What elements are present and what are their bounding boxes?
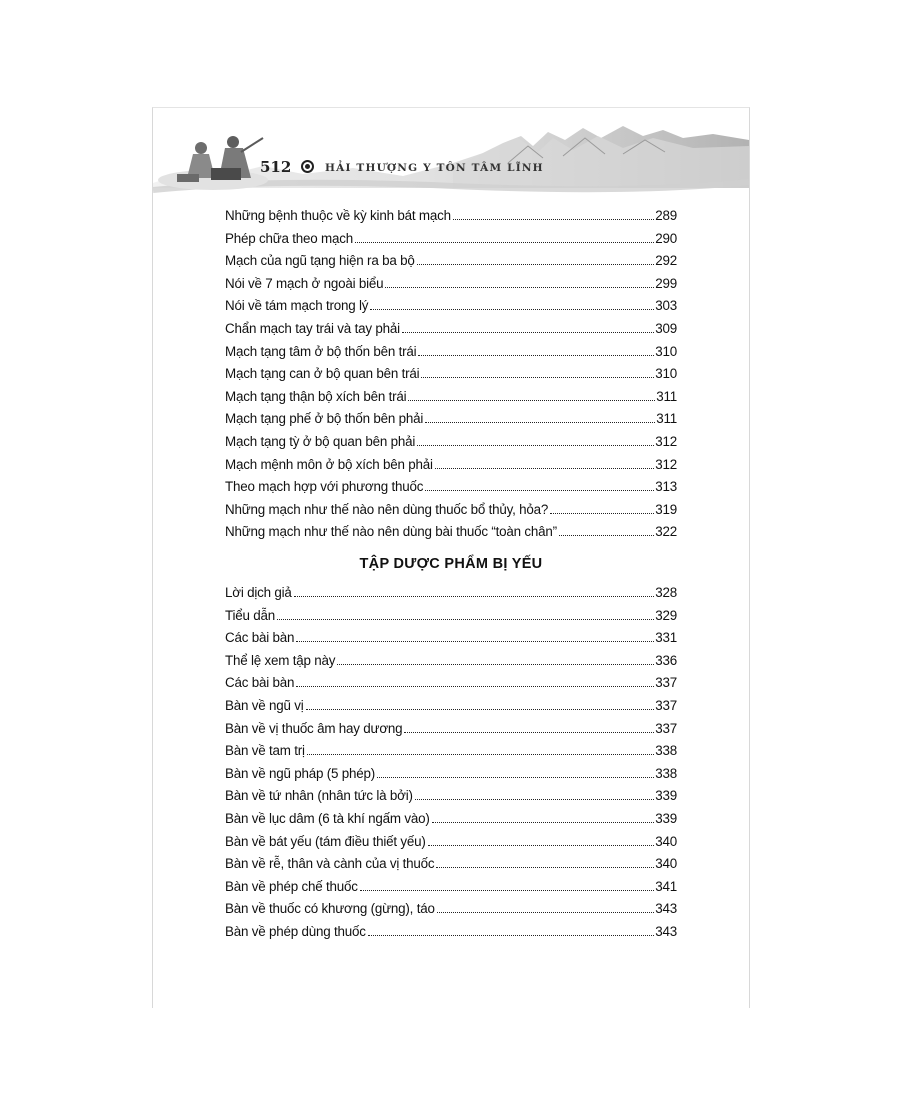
dot-leader	[377, 777, 654, 778]
dot-leader	[418, 355, 654, 356]
toc-entry-title: Bàn về ngũ pháp (5 phép)	[225, 765, 376, 781]
toc-list-second	[225, 585, 677, 947]
toc-entry	[225, 675, 677, 698]
dot-leader	[360, 890, 654, 891]
toc-entry-page: 313	[655, 479, 677, 495]
toc-entry-page: 322	[655, 524, 677, 540]
dot-leader	[436, 867, 654, 868]
dot-leader	[355, 242, 654, 243]
dot-leader	[417, 264, 655, 265]
toc-entry-page: 343	[655, 901, 677, 917]
toc-entry-page: 337	[655, 720, 677, 736]
toc-entry-title: Mạch của ngũ tạng hiện ra ba bộ	[225, 253, 415, 269]
toc-entry-page: 340	[655, 856, 677, 872]
toc-entry-page: 343	[655, 923, 677, 939]
dot-leader	[453, 219, 654, 220]
dot-leader	[306, 709, 655, 710]
toc-entry-title: Mạch tạng thận bộ xích bên trái	[225, 388, 407, 404]
toc-entry-page: 341	[655, 878, 677, 894]
toc-entry	[225, 856, 677, 879]
toc-entry-page: 310	[655, 366, 677, 382]
toc-entry	[225, 276, 677, 299]
toc-entry-page: 340	[655, 833, 677, 849]
toc-entry	[225, 253, 677, 276]
toc-entry	[225, 698, 677, 721]
dot-leader	[294, 596, 655, 597]
toc-entry	[225, 653, 677, 676]
dot-leader	[425, 422, 655, 423]
toc-entry-page: 337	[655, 697, 677, 713]
dot-leader	[417, 445, 654, 446]
header-running-title: HẢI THƯỢNG Y TÔN TÂM LĨNH	[325, 162, 544, 174]
toc-entry-title: Phép chữa theo mạch	[225, 230, 353, 246]
page-header	[153, 108, 749, 198]
toc-entry-title: Mạch tạng can ở bộ quan bên trái	[225, 366, 420, 382]
toc-entry	[225, 457, 677, 480]
toc-entry	[225, 834, 677, 857]
header-landscape-illustration	[153, 108, 749, 198]
toc-entry-title: Mạch mệnh môn ở bộ xích bên phải	[225, 456, 433, 472]
toc-entry-page: 290	[655, 230, 677, 246]
toc-entry-page: 309	[655, 320, 677, 336]
toc-entry-title: Bàn về phép dùng thuốc	[225, 923, 366, 939]
toc-entry-title: Bàn về vị thuốc âm hay dương	[225, 720, 403, 736]
toc-entry	[225, 366, 677, 389]
dot-leader	[368, 935, 654, 936]
toc-entry	[225, 721, 677, 744]
toc-entry-page: 292	[655, 253, 677, 269]
toc-entry-page: 339	[655, 810, 677, 826]
toc-entry-page: 329	[655, 607, 677, 623]
toc-entry	[225, 788, 677, 811]
toc-entry	[225, 630, 677, 653]
toc-entry-title: Bàn về phép chế thuốc	[225, 878, 358, 894]
toc-entry	[225, 811, 677, 834]
toc-entry-title: Các bài bàn	[225, 675, 295, 691]
toc-entry	[225, 231, 677, 254]
toc-entry-title: Bàn về bát yếu (tám điều thiết yếu)	[225, 833, 426, 849]
dot-leader	[385, 287, 654, 288]
book-page	[152, 107, 750, 1008]
toc-entry	[225, 321, 677, 344]
toc-entry-page: 299	[655, 275, 677, 291]
dot-leader	[277, 619, 654, 620]
toc-entry-page: 336	[655, 652, 677, 668]
dot-leader	[425, 490, 654, 491]
toc-entry-title: Mạch tạng phế ở bộ thốn bên phải	[225, 411, 424, 427]
toc-entry-title: Bàn về rễ, thân và cành của vị thuốc	[225, 856, 435, 872]
toc-entry-title: Chẩn mạch tay trái và tay phải	[225, 320, 400, 336]
toc-entry-page: 289	[655, 208, 677, 223]
toc-entry	[225, 502, 677, 525]
toc-entry-title: Bàn về thuốc có khương (gừng), táo	[225, 901, 435, 917]
toc-entry	[225, 208, 677, 231]
toc-entry	[225, 479, 677, 502]
toc-entry-title: Các bài bàn	[225, 630, 295, 646]
toc-entry-title: Bàn về tứ nhân (nhân tức là bởi)	[225, 788, 413, 804]
dot-leader	[404, 732, 654, 733]
toc-entry	[225, 608, 677, 631]
dot-leader	[437, 912, 655, 913]
toc-entry	[225, 411, 677, 434]
toc-entry-page: 303	[655, 298, 677, 314]
toc-entry-title: Mạch tạng tâm ở bộ thốn bên trái	[225, 343, 417, 359]
toc-list-first	[225, 208, 677, 547]
toc-entry-page: 339	[655, 788, 677, 804]
toc-entry-title: Thể lệ xem tập này	[225, 652, 336, 668]
toc-entry-page: 312	[655, 456, 677, 472]
dot-leader	[296, 641, 654, 642]
toc-entry-page: 312	[655, 433, 677, 449]
toc-entry-title: Bàn về lục dâm (6 tà khí ngấm vào)	[225, 810, 430, 826]
header-ornament-icon	[301, 160, 314, 173]
toc-entry-page: 310	[655, 343, 677, 359]
toc-entry-title: Lời dịch giả	[225, 585, 292, 600]
toc-entry-page: 338	[655, 765, 677, 781]
toc-entry	[225, 879, 677, 902]
dot-leader	[435, 468, 654, 469]
toc-entry	[225, 524, 677, 547]
toc-entry-page: 311	[656, 411, 677, 427]
dot-leader	[402, 332, 654, 333]
header-figures-illustration	[158, 136, 268, 190]
toc-entry	[225, 766, 677, 789]
toc-entry-page: 311	[656, 388, 677, 404]
toc-entry	[225, 389, 677, 412]
toc-entry-title: Bàn về tam trị	[225, 743, 305, 759]
toc-entry-page: 338	[655, 743, 677, 759]
dot-leader	[296, 686, 654, 687]
toc-entry-title: Những mạch như thế nào nên dùng thuốc bổ thủy, hỏa?	[225, 501, 549, 517]
toc-entry-page: 331	[655, 630, 677, 646]
toc-entry	[225, 585, 677, 608]
dot-leader	[408, 400, 655, 401]
toc-entry-title: Mạch tạng tỳ ở bộ quan bên phải	[225, 433, 416, 449]
dot-leader	[550, 513, 654, 514]
dot-leader	[559, 535, 654, 536]
toc-entry-page: 337	[655, 675, 677, 691]
toc-entry-title: Nói về 7 mạch ở ngoài biểu	[225, 275, 384, 291]
dot-leader	[421, 377, 654, 378]
toc-entry-title: Theo mạch hợp với phương thuốc	[225, 479, 424, 495]
dot-leader	[307, 754, 654, 755]
toc-entry	[225, 901, 677, 924]
dot-leader	[337, 664, 654, 665]
toc-entry-title: Những bệnh thuộc về kỳ kinh bát mạch	[225, 208, 451, 223]
toc-entry-title: Tiểu dẫn	[225, 607, 276, 623]
section-heading: TẬP DƯỢC PHẨM BỊ YẾU	[359, 556, 543, 572]
toc-entry-page: 328	[655, 585, 677, 600]
dot-leader	[415, 799, 654, 800]
header-page-number: 512	[260, 158, 292, 176]
toc-entry-page: 319	[655, 501, 677, 517]
dot-leader	[432, 822, 655, 823]
toc-entry	[225, 434, 677, 457]
toc-entry-title: Nói về tám mạch trong lý	[225, 298, 369, 314]
dot-leader	[370, 309, 654, 310]
toc-entry	[225, 298, 677, 321]
toc-entry-title: Những mạch như thế nào nên dùng bài thuốc “toàn chân”	[225, 524, 557, 540]
toc-entry	[225, 924, 677, 947]
toc-entry	[225, 743, 677, 766]
dot-leader	[428, 845, 655, 846]
toc-entry-title: Bàn về ngũ vị	[225, 697, 304, 713]
toc-entry	[225, 344, 677, 367]
